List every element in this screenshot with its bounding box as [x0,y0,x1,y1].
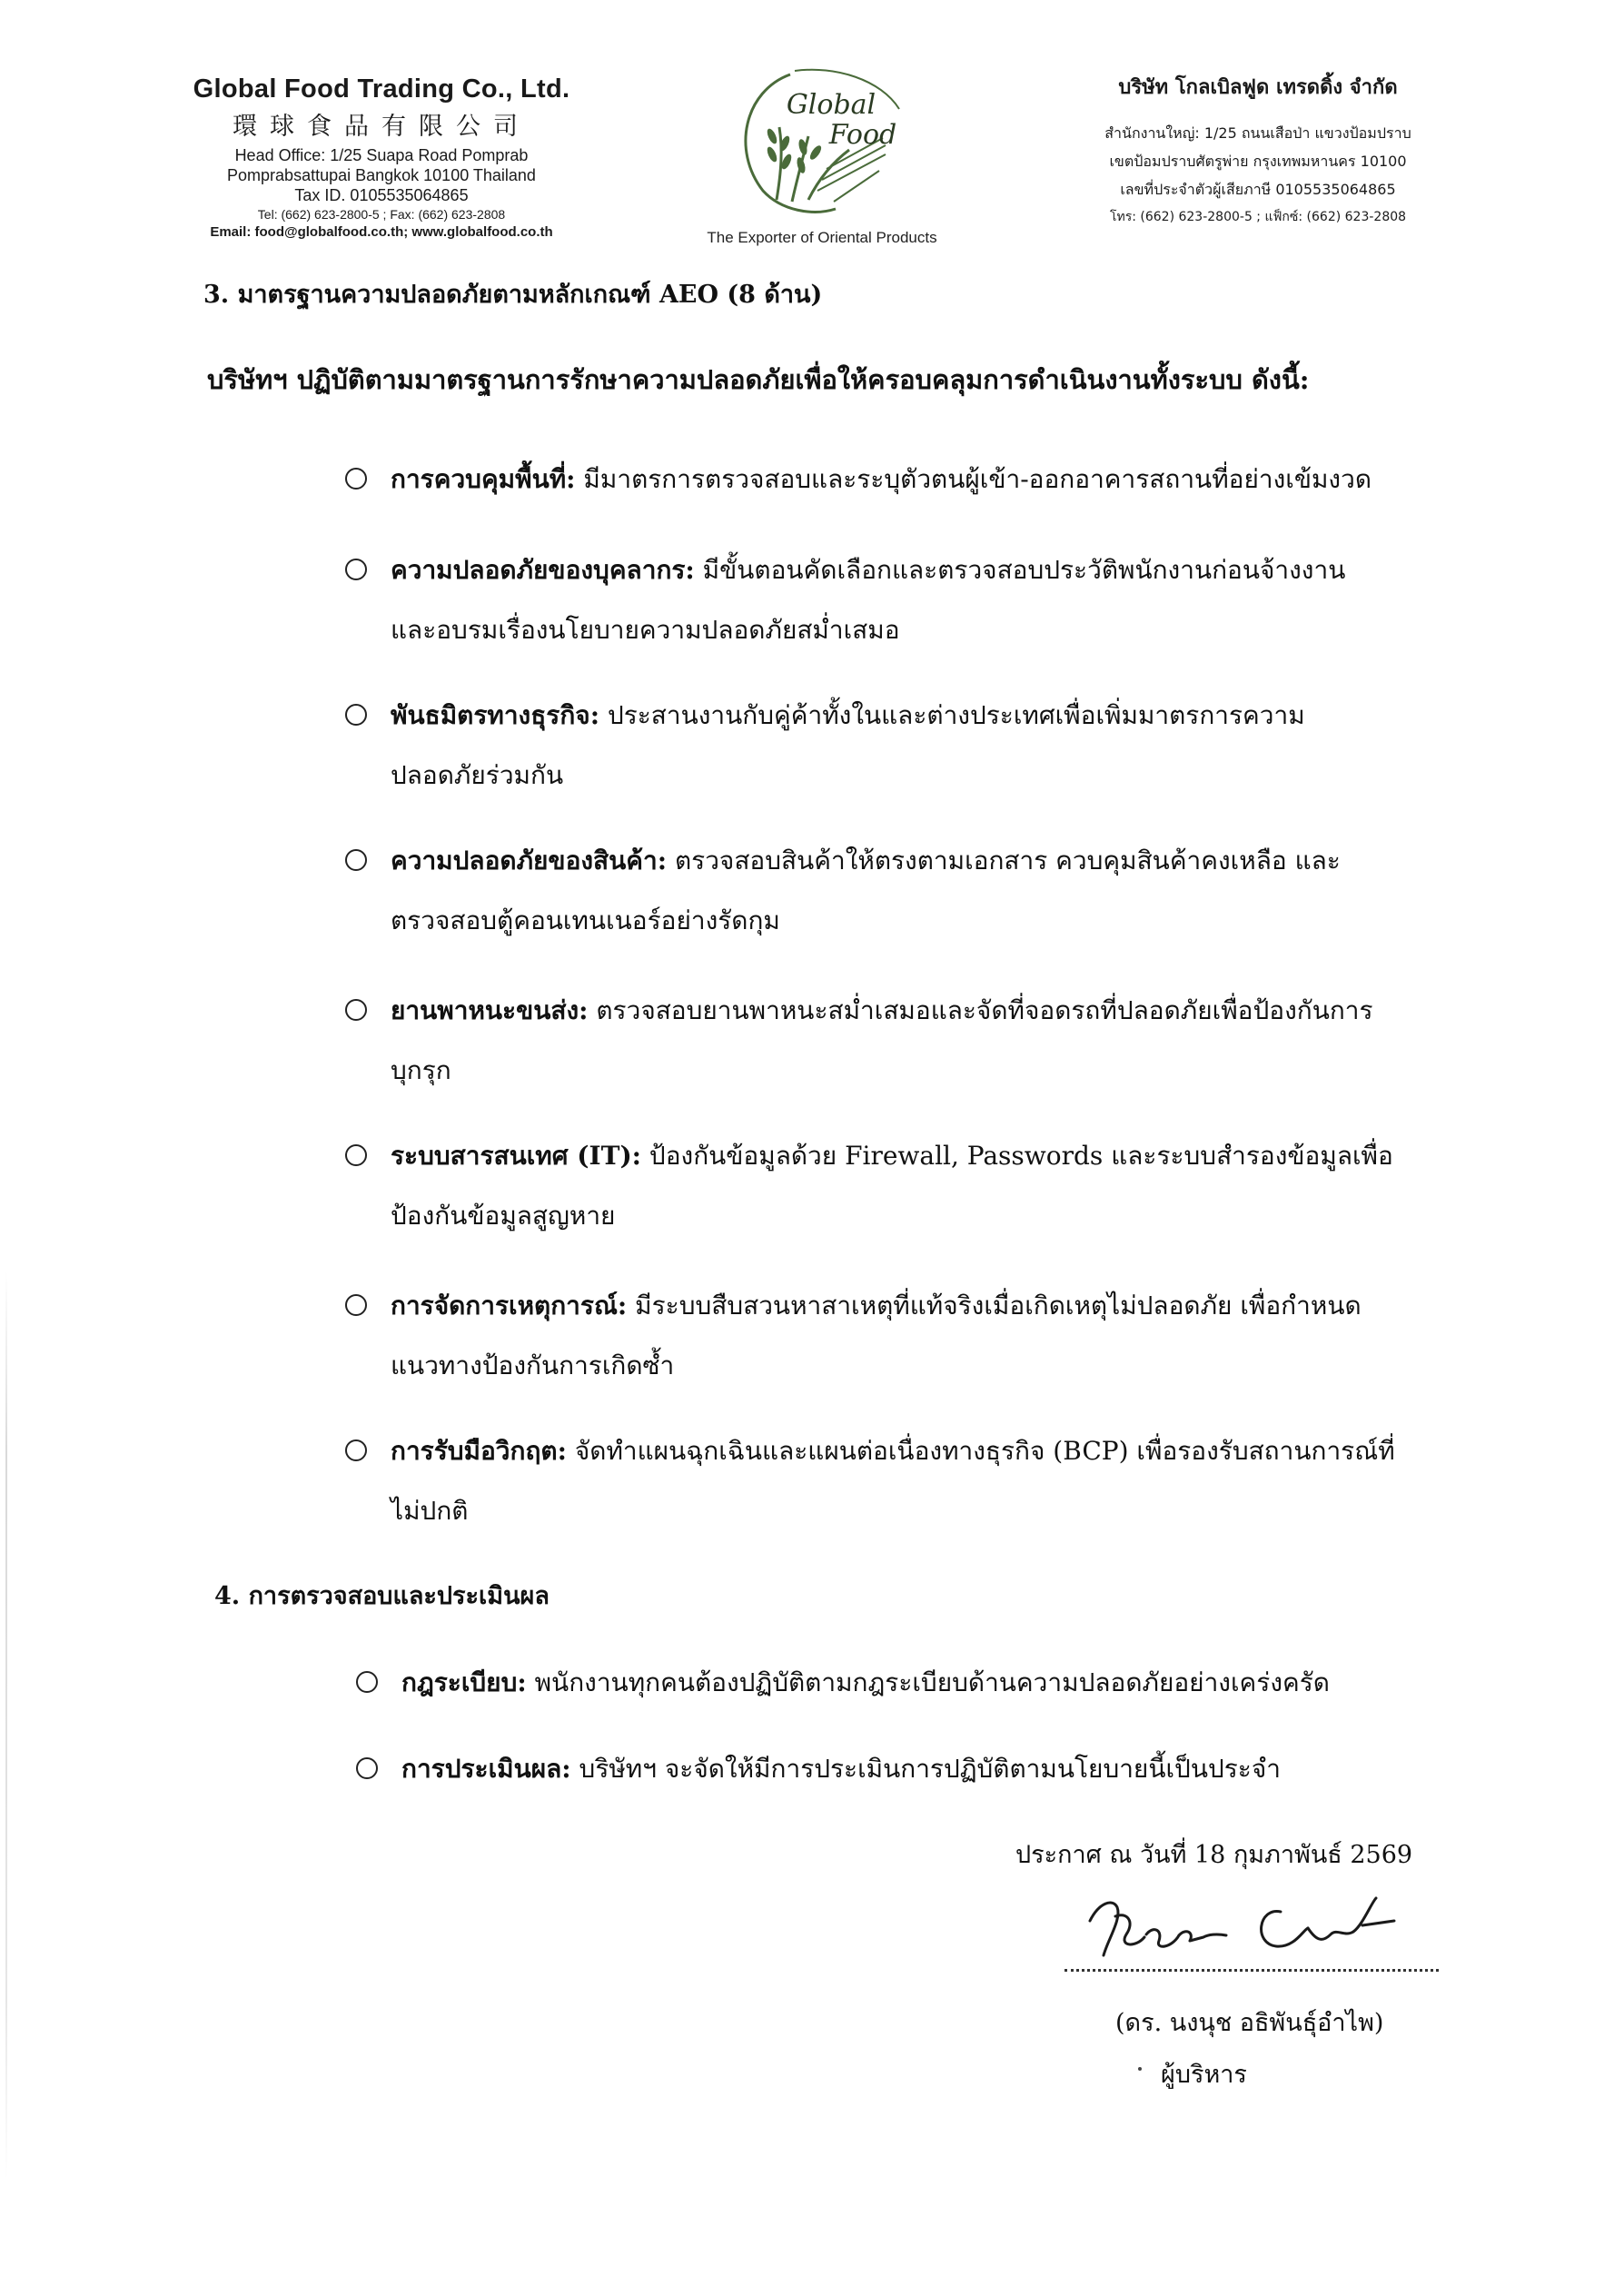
signer-name: (ดร. นงนุช อธิพันธุ์อำไพ) [1115,2009,1384,2037]
circle-bullet-icon [345,1144,367,1166]
list-item [345,1421,1471,1541]
tel-fax-th: โทร: (662) 623-2800-5 ; แฟ็กซ์: (662) 623-2808 [1109,210,1407,224]
list-item-label: การรับมือวิกฤต: [391,1436,567,1466]
list-item-line-1 [391,450,1471,509]
list-item-line-1 [391,831,1471,891]
list-item-label: การจัดการเหตุการณ์: [391,1291,628,1321]
signer-title: ผู้บริหาร [1161,2061,1247,2089]
list-item-description: พนักงานทุกคนต้องปฏิบัติตามกฎระเบียบด้านความปลอดภัยอย่างเคร่งครัด [526,1667,1330,1697]
list-item-text [401,1739,1482,1799]
list-item-label: ความปลอดภัยของบุคลากร: [391,555,695,585]
circle-bullet-icon [345,559,367,580]
company-name-th: บริษัท โกลเบิลฟูด เทรดดิ้ง จำกัด [1118,76,1398,99]
list-item-label: การควบคุมพื้นที่: [391,464,576,494]
letterhead-english [136,74,627,242]
circle-bullet-icon [345,849,367,871]
circle-bullet-icon [345,468,367,490]
list-item [356,1739,1482,1799]
list-item-description: บริษัทฯ จะจัดให้มีการประเมินการปฏิบัติตามนโยบายนี้เป็นประจำ [570,1754,1281,1784]
list-item-text [401,1653,1482,1713]
scan-edge-artifact [5,1271,7,2180]
company-name-en: Global Food Trading Co., Ltd. [193,74,570,104]
list-item-text [391,450,1471,509]
list-item-description: จัดทำแผนฉุกเฉินและแผนต่อเนื่องทางธุรกิจ (BCP) เพื่อรองรับสถานการณ์ที่ [566,1436,1395,1466]
list-item-line-2: บุกรุก [391,1055,451,1085]
logo-word-global: Global [786,89,876,121]
list-item-line-2: ตรวจสอบตู้คอนเทนเนอร์อย่างรัดกุม [391,905,780,935]
circle-bullet-icon [356,1671,378,1693]
list-item [345,686,1471,806]
list-item-line-2: ไม่ปกติ [391,1496,469,1526]
list-item-line-1 [401,1739,1482,1799]
list-item-line-2: และอบรมเรื่องนโยบายความปลอดภัยสม่ำเสมอ [391,615,900,645]
address-line-2: Pomprabsattupai Bangkok 10100 Thailand [227,166,536,184]
company-logo [677,64,967,259]
list-item-label: พันธมิตรทางธุรกิจ: [391,700,600,730]
address-line-1: Head Office: 1/25 Suapa Road Pomprab [234,146,529,164]
list-item [345,831,1471,951]
list-item-text [391,831,1471,951]
section-3-title: 3. มาตรฐานความปลอดภัยตามหลักเกณฑ์ AEO (8 ด้าน) [203,281,823,309]
announcement-date: ประกาศ ณ วันที่ 18 กุมภาพันธ์ 2569 [1015,1841,1413,1869]
list-item-line-2: ปลอดภัยร่วมกัน [391,760,564,790]
list-item-line-1 [401,1653,1482,1713]
email-web: Email: food@globalfood.co.th; www.globalfood.co.th [210,224,553,240]
tax-id-en: Tax ID. 0105535064865 [294,186,469,204]
list-item-line-2: ป้องกันข้อมูลสูญหาย [391,1201,616,1231]
logo-word-food: Food [828,119,897,151]
list-item-text [391,686,1471,806]
logo-tagline: The Exporter of Oriental Products [707,229,937,246]
list-item [345,540,1471,660]
list-item-line-1 [391,981,1471,1041]
list-item-label: ระบบสารสนเทศ (IT): [391,1141,642,1171]
list-item [345,1276,1471,1396]
section-4-title: 4. การตรวจสอบและประเมินผล [214,1582,550,1610]
list-item-line-1 [391,540,1471,600]
circle-bullet-icon [345,1294,367,1316]
list-item-line-2: แนวทางป้องกันการเกิดซ้ำ [391,1350,675,1380]
scan-speck [1138,2067,1142,2071]
list-item-label: ความปลอดภัยของสินค้า: [391,846,668,875]
list-item-description: มีระบบสืบสวนหาสาเหตุที่แท้จริงเมื่อเกิดเหตุไม่ปลอดภัย เพื่อกำหนด [627,1291,1362,1321]
tax-id-th: เลขที่ประจำตัวผู้เสียภาษี 0105535064865 [1120,181,1396,198]
list-item-line-1 [391,1421,1471,1481]
circle-bullet-icon [356,1757,378,1779]
list-item-line-1 [391,686,1471,746]
tel-fax-en: Tel: (662) 623-2800-5 ; Fax: (662) 623-2808 [257,207,506,222]
list-item-label: ยานพาหนะขนส่ง: [391,995,589,1025]
list-item-description: มีมาตรการตรวจสอบและระบุตัวตนผู้เข้า-ออกอาคารสถานที่อย่างเข้มงวด [575,464,1372,494]
list-item-description: ตรวจสอบสินค้าให้ตรงตามเอกสาร ควบคุมสินค้าคงเหลือ และ [667,846,1341,875]
list-item [356,1653,1482,1713]
wheat-globe-logo-icon [727,64,908,218]
list-item-label: การประเมินผล: [401,1754,571,1784]
list-item [345,1126,1471,1246]
list-item-text [391,1421,1471,1541]
section-3-intro: บริษัทฯ ปฏิบัติตามมาตรฐานการรักษาความปลอดภัยเพื่อให้ครอบคลุมการดำเนินงานทั้งระบบ ดังนี้: [207,364,1310,395]
list-item-description: ประสานงานกับคู่ค้าทั้งในและต่างประเทศเพื่อเพิ่มมาตรการความ [599,700,1305,730]
circle-bullet-icon [345,704,367,726]
list-item-description: ตรวจสอบยานพาหนะสม่ำเสมอและจัดที่จอดรถที่ปลอดภัยเพื่อป้องกันการ [588,995,1373,1025]
address-line-th-1: สำนักงานใหญ่: 1/25 ถนนเสือป่า แขวงป้อมปราบ [1104,124,1411,142]
list-item-text [391,981,1471,1101]
list-item-text [391,1126,1471,1246]
list-item-description: ป้องกันข้อมูลด้วย Firewall, Passwords และระบบสำรองข้อมูลเพื่อ [641,1141,1393,1171]
list-item-text [391,1276,1471,1396]
signature-line [1065,1969,1439,1972]
list-item-description: มีขั้นตอนคัดเลือกและตรวจสอบประวัติพนักงานก่อนจ้างงาน [694,555,1346,585]
address-line-th-2: เขตป้อมปราบศัตรูพ่าย กรุงเทพมหานคร 10100 [1109,153,1407,170]
list-item [345,981,1471,1101]
list-item-line-1 [391,1276,1471,1336]
letterhead-thai [1017,71,1499,232]
circle-bullet-icon [345,999,367,1021]
list-item-label: กฎระเบียบ: [401,1667,527,1697]
handwritten-signature [1072,1884,1435,1966]
list-item [345,450,1471,509]
list-item-line-1 [391,1126,1471,1186]
list-item-text [391,540,1471,660]
company-name-cn: 環球食品有限公司 [233,113,530,141]
circle-bullet-icon [345,1439,367,1461]
